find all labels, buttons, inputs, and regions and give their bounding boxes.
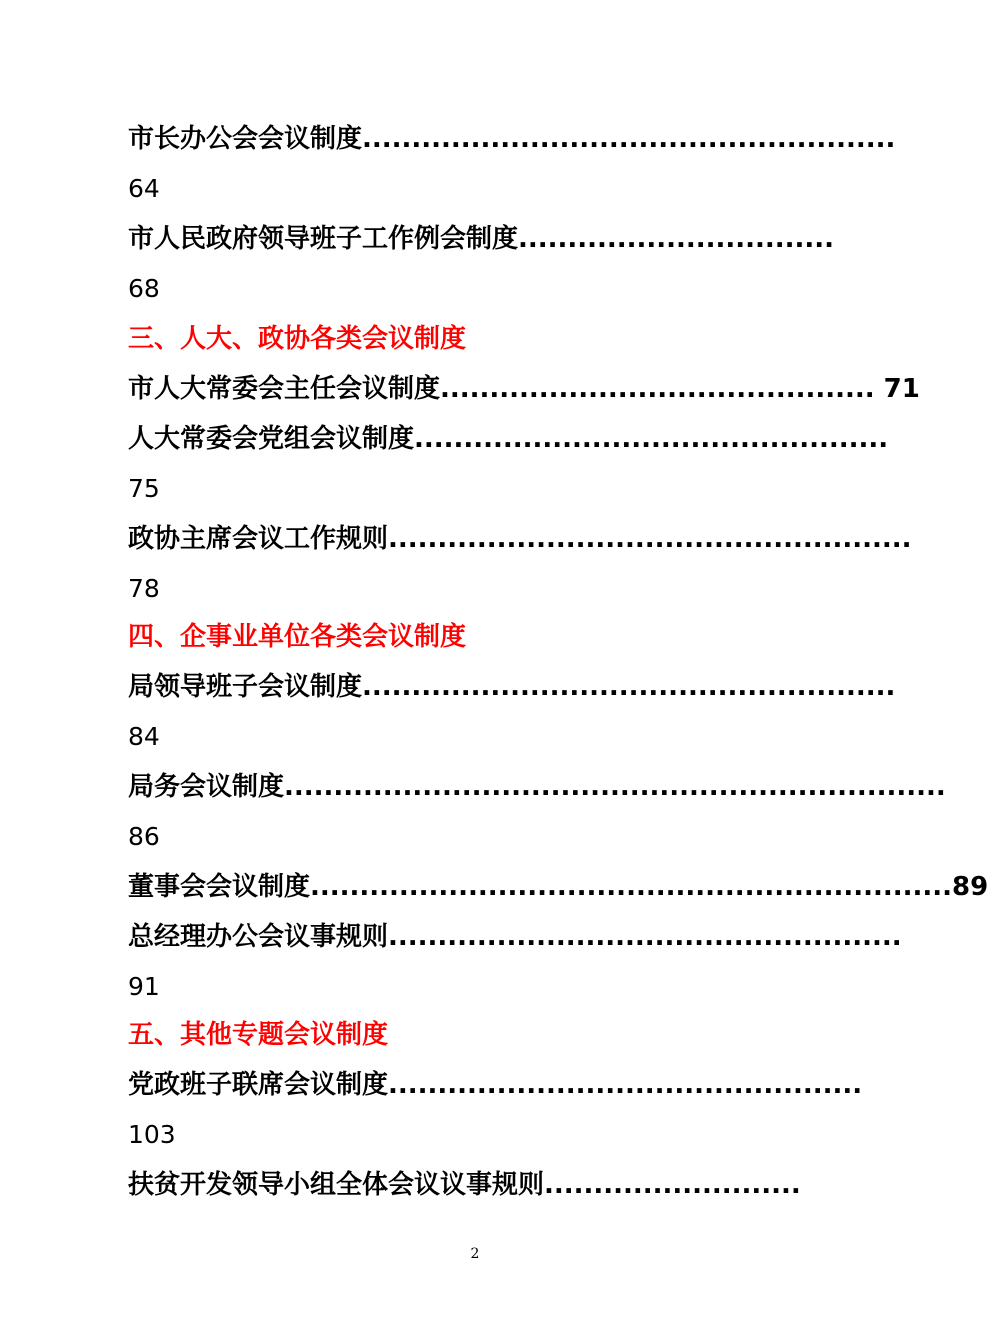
toc-page-number: 78 xyxy=(128,574,160,603)
toc-section-heading: 四、企事业单位各类会议制度 xyxy=(128,622,467,652)
toc-page-number: 68 xyxy=(128,274,160,303)
toc-page-number: 91 xyxy=(128,972,160,1001)
toc-page-number: 64 xyxy=(128,174,160,203)
toc-entry: 局务会议制度................................................................... xyxy=(128,772,946,802)
toc-entry: 总经理办公会议事规则.................................................... xyxy=(128,922,902,952)
toc-entry: 市人大常委会主任会议制度............................................ 71 xyxy=(128,374,920,404)
toc-section-heading: 五、其他专题会议制度 xyxy=(128,1020,389,1050)
toc-page-number: 84 xyxy=(128,722,160,751)
toc-page-number: 75 xyxy=(128,474,160,503)
toc-page-number: 86 xyxy=(128,822,160,851)
toc-entry: 市长办公会会议制度...................................................... xyxy=(128,124,896,154)
toc-entry: 扶贫开发领导小组全体会议议事规则.......................... xyxy=(128,1170,801,1200)
toc-entry: 政协主席会议工作规则..................................................... xyxy=(128,524,912,554)
toc-entry: 人大常委会党组会议制度................................................ xyxy=(128,424,889,454)
toc-entry: 董事会会议制度.................................................................89 xyxy=(128,872,988,902)
toc-page-number: 103 xyxy=(128,1120,176,1149)
page-number: 2 xyxy=(470,1246,480,1262)
toc-entry: 局领导班子会议制度...................................................... xyxy=(128,672,896,702)
toc-entry: 党政班子联席会议制度................................................ xyxy=(128,1070,863,1100)
toc-entry: 市人民政府领导班子工作例会制度................................ xyxy=(128,224,835,254)
toc-section-heading: 三、人大、政协各类会议制度 xyxy=(128,324,467,354)
